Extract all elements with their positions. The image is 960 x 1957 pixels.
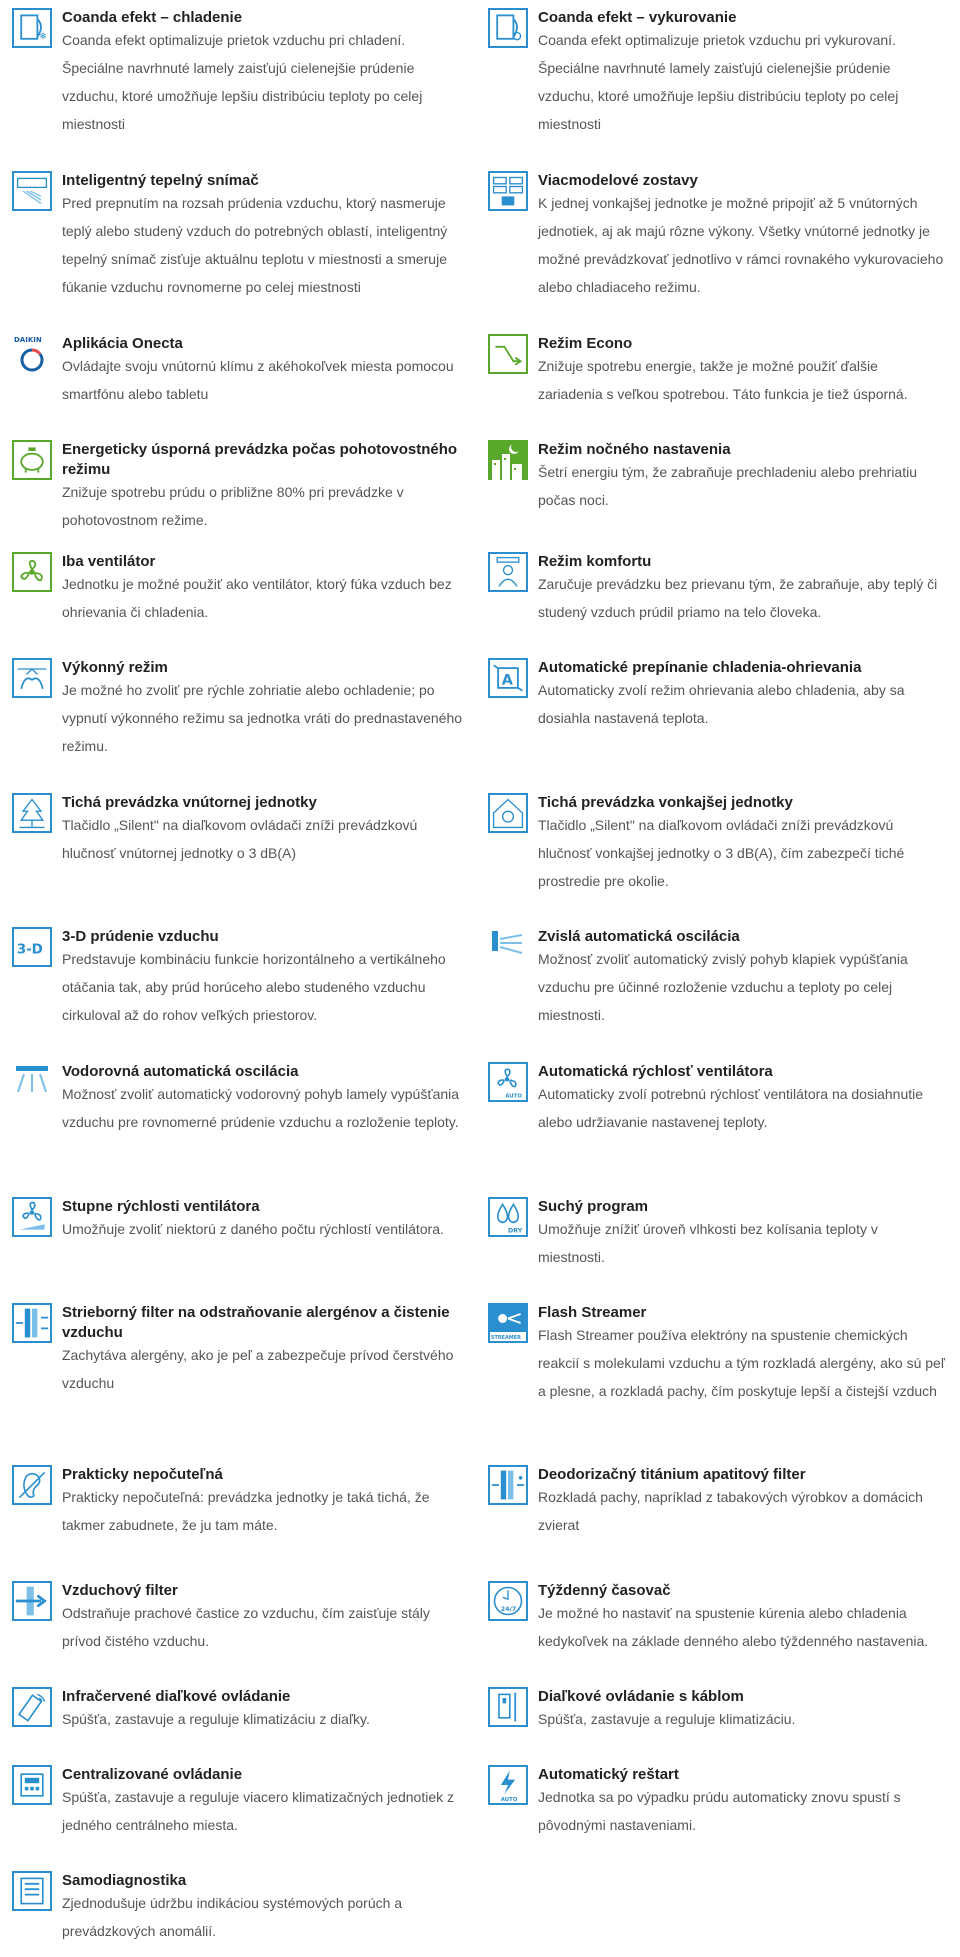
feature-desc: Zachytáva alergény, ako je peľ a zabezpečuje prívod čerstvého vzduchu [62, 1347, 454, 1391]
feature-title: Zvislá automatická oscilácia [538, 928, 740, 945]
central-control-icon [12, 1765, 52, 1805]
piggy-bank-icon [12, 440, 52, 480]
feature-title: Aplikácia Onecta [62, 335, 183, 352]
feature-title: Automatická rýchlosť ventilátora [538, 1063, 773, 1080]
feature-title: Suchý program [538, 1198, 649, 1215]
feature-desc: Rozkladá pachy, napríklad z tabakových výrobkov a domácich zvierat [538, 1489, 923, 1533]
feature-title: Výkonný režim [62, 659, 168, 676]
feature-desc: Jednotku je možné použiť ako ventilátor, ktorý fúka vzduch bez ohrievania či chladenia. [62, 576, 452, 620]
feature-title: Tichá prevádzka vonkajšej jednotky [538, 794, 793, 811]
feature-desc: Šetrí energiu tým, že zabraňuje prechladeniu alebo prehriatiu počas noci. [538, 464, 918, 508]
svg-text:A: A [501, 672, 513, 689]
feature-title: Strieborný filter na odstraňovanie alergénov a čistenie vzduchu [62, 1304, 450, 1341]
feature-title: Vzduchový filter [62, 1582, 178, 1599]
night-mode-icon [488, 440, 528, 480]
horizontal-swing-icon [12, 1062, 52, 1102]
feature-title: Viacmodelové zostavy [538, 172, 698, 189]
comfort-mode-icon [488, 552, 528, 592]
vertical-swing-icon [488, 927, 528, 967]
feature-title: Flash Streamer [538, 1304, 647, 1321]
outdoor-silent-icon [488, 793, 528, 833]
feature-title: Energeticky úsporná prevádzka počas pohotovostného režimu [62, 441, 458, 478]
feature-desc: Zaručuje prevádzku bez prievanu tým, že zabraňuje, aby teplý či studený vzduch prúdil priamo na telo človeka. [538, 576, 938, 620]
feature-title: Samodiagnostika [62, 1872, 187, 1889]
coanda-cooling-icon [12, 8, 52, 48]
feature-desc: Možnosť zvoliť automatický zvislý pohyb klapiek vypúšťania vzduchu pre účinné rozloženie vzduchu a teploty po celej miestnosti. [538, 951, 908, 1023]
3d-icon-text: 3-D [16, 941, 43, 958]
feature-desc: Odstraňuje prachové častice zo vzduchu, čím zaisťuje stály prívod čistého vzduchu. [62, 1605, 430, 1649]
feature-desc: Zjednodušuje údržbu indikáciou systémových porúch a prevádzkových anomálií. [62, 1895, 403, 1939]
coanda-heating-icon [488, 8, 528, 48]
self-diagnosis-icon [12, 1871, 52, 1911]
feature-desc: Predstavuje kombináciu funkcie horizontálneho a vertikálneho otáčania tak, aby prúd horúceho alebo studeného vzduchu cirkuloval až do rohov veľkých priestorov. [62, 951, 446, 1023]
auto-fan-speed-icon [488, 1062, 528, 1102]
feature-title: Centralizované ovládanie [62, 1766, 243, 1783]
onecta-app-icon [12, 334, 52, 374]
feature-title: Diaľkové ovládanie s káblom [538, 1688, 744, 1705]
feature-title: Coanda efekt – chladenie [62, 9, 243, 26]
feature-title: Automatické prepínanie chladenia-ohrievania [538, 659, 862, 676]
multi-model-icon [488, 171, 528, 211]
feature-title: Automatický reštart [538, 1766, 679, 1783]
auto-changeover-icon [488, 658, 528, 698]
silver-filter-icon [12, 1303, 52, 1343]
weekly-timer-icon [488, 1581, 528, 1621]
feature-desc: Umožňuje zvoliť niektorú z daného počtu rýchlostí ventilátora. [62, 1221, 444, 1237]
feature-title: Vodorovná automatická oscilácia [62, 1063, 299, 1080]
feature-desc: Tlačidlo „Silent" na diaľkovom ovládači zníži prevádzkovú hlučnosť vonkajšej jednotky o 3 dB(A), čím zabezpečí tiché prostredie pre okolie. [538, 817, 905, 889]
feature-desc: Jednotka sa po výpadku prúdu automaticky znovu spustí s pôvodnými nastaveniami. [538, 1789, 901, 1833]
feature-desc: Umožňuje znížiť úroveň vlhkosti bez kolísania teploty v miestnosti. [538, 1221, 878, 1265]
auto-restart-icon [488, 1765, 528, 1805]
feature-desc: Znižuje spotrebu prúdu o približne 80% pri prevádzke v pohotovostnom režime. [62, 484, 404, 528]
feature-title: Infračervené diaľkové ovládanie [62, 1688, 291, 1705]
feature-desc: Možnosť zvoliť automatický vodorovný pohyb lamely vypúšťania vzduchu pre rovnomerné prúdenie vzduchu a rozloženie teploty. [62, 1086, 460, 1130]
feature-desc: Je možné ho nastaviť na spustenie kúrenia alebo chladenia kedykoľvek na základe denného alebo týždenného nastavenia. [538, 1605, 929, 1649]
feature-desc: Ovládajte svoju vnútornú klímu z akéhokoľvek miesta pomocou smartfónu alebo tabletu [62, 358, 454, 402]
daikin-logo-text: DAIKIN [14, 336, 42, 344]
feature-desc: Je možné ho zvoliť pre rýchle zohriatie alebo ochladenie; po vypnutí výkonného režimu sa jednotka vráti do prednastaveného režimu. [62, 682, 463, 754]
air-filter-icon [12, 1581, 52, 1621]
dry-program-icon [488, 1197, 528, 1237]
feature-title: Týždenný časovač [538, 1582, 671, 1599]
feature-desc: K jednej vonkajšej jednotke je možné pripojiť až 5 vnútorných jednotiek, aj ak majú rôzne výkony. Všetky vnútorné jednotky je možné prevádzkovať jednotlivo v rámci rovnakého vykurovacieho alebo chladiaceho režimu. [538, 195, 944, 295]
ir-remote-icon [12, 1687, 52, 1727]
feature-title: Režim Econo [538, 335, 633, 352]
indoor-silent-icon [12, 793, 52, 833]
thermal-sensor-icon [12, 171, 52, 211]
deodorizing-filter-icon [488, 1465, 528, 1505]
feature-title: Inteligentný tepelný snímač [62, 172, 259, 189]
feature-desc: Flash Streamer používa elektróny na spustenie chemických reakcií s molekulami vzduchu a tým rozkladá alergény, ako sú peľ a plesne, a rozkladá pachy, čím poskytuje lepší a čistejší vzduch [538, 1327, 945, 1399]
feature-desc: Pred prepnutím na rozsah prúdenia vzduchu, ktorý nasmeruje teplý alebo studený vzduch do potrebných oblastí, inteligentný tepelný snímač zisťuje aktuálnu teplotu v miestnosti a smeruje fúkanie vzduchu rovnomerne po celej miestnosti [62, 195, 448, 295]
feature-desc: Automaticky zvolí režim ohrievania alebo chladenia, aby sa dosiahla nastavená teplota. [538, 682, 905, 726]
feature-title: Režim nočného nastavenia [538, 441, 731, 458]
feature-desc: Spúšťa, zastavuje a reguluje viacero klimatizačných jednotiek z jedného centrálneho miesta. [62, 1789, 455, 1833]
wired-remote-icon [488, 1687, 528, 1727]
svg-text:❄: ❄ [39, 31, 47, 42]
powerful-mode-icon [12, 658, 52, 698]
feature-title: Deodorizačný titánium apatitový filter [538, 1466, 806, 1483]
feature-desc: Spúšťa, zastavuje a reguluje klimatizáciu. [538, 1711, 796, 1727]
feature-title: Prakticky nepočuteľná [62, 1466, 223, 1483]
fan-speed-steps-icon [12, 1197, 52, 1237]
feature-title: Tichá prevádzka vnútornej jednotky [62, 794, 317, 811]
feature-desc: Automaticky zvolí potrebnú rýchlosť ventilátora na dosiahnutie alebo udržiavanie nastavenej teploty. [538, 1086, 924, 1130]
feature-title: Režim komfortu [538, 553, 652, 570]
feature-desc: Tlačidlo „Silent" na diaľkovom ovládači zníži prevádzkovú hlučnosť vnútornej jednotky o 3 dB(A) [62, 817, 418, 861]
fan-only-icon [12, 552, 52, 592]
feature-desc: Spúšťa, zastavuje a reguluje klimatizáciu z diaľky. [62, 1711, 370, 1727]
inaudible-ear-icon [12, 1465, 52, 1505]
auto-icon-text: AUTO [505, 1093, 522, 1100]
dry-icon-text: DRY [508, 1227, 523, 1235]
feature-desc: Coanda efekt optimalizuje prietok vzduchu pri vykurovaní. Špeciálne navrhnuté lamely zaisťujú cielenejšie prúdenie vzduchu, ktoré umožňuje lepšiu distribúciu teploty po celej miestnosti [538, 32, 899, 132]
feature-desc: Prakticky nepočuteľná: prevádzka jednotky je taká tichá, že takmer zabudnete, že ju tam máte. [62, 1489, 430, 1533]
restart-icon-text: AUTO [500, 1797, 518, 1803]
feature-title: Stupne rýchlosti ventilátora [62, 1198, 260, 1215]
feature-title: 3-D prúdenie vzduchu [62, 928, 219, 945]
timer-icon-text: 24/7 [500, 1605, 517, 1613]
feature-desc: Znižuje spotrebu energie, takže je možné použiť ďalšie zariadenia s veľkou spotrebou. Táto funkcia je tiež úsporná. [538, 358, 908, 402]
feature-title: Iba ventilátor [62, 553, 156, 570]
flash-streamer-icon [488, 1303, 528, 1343]
feature-title: Coanda efekt – vykurovanie [538, 9, 737, 26]
econo-mode-icon [488, 334, 528, 374]
3d-airflow-icon [12, 927, 52, 967]
feature-desc: Coanda efekt optimalizuje prietok vzduchu pri chladení. Špeciálne navrhnuté lamely zaisťujú cielenejšie prúdenie vzduchu, ktoré umožňuje lepšiu distribúciu teploty po celej miestnosti [62, 32, 423, 132]
streamer-icon-text: STREAMER [490, 1335, 521, 1341]
